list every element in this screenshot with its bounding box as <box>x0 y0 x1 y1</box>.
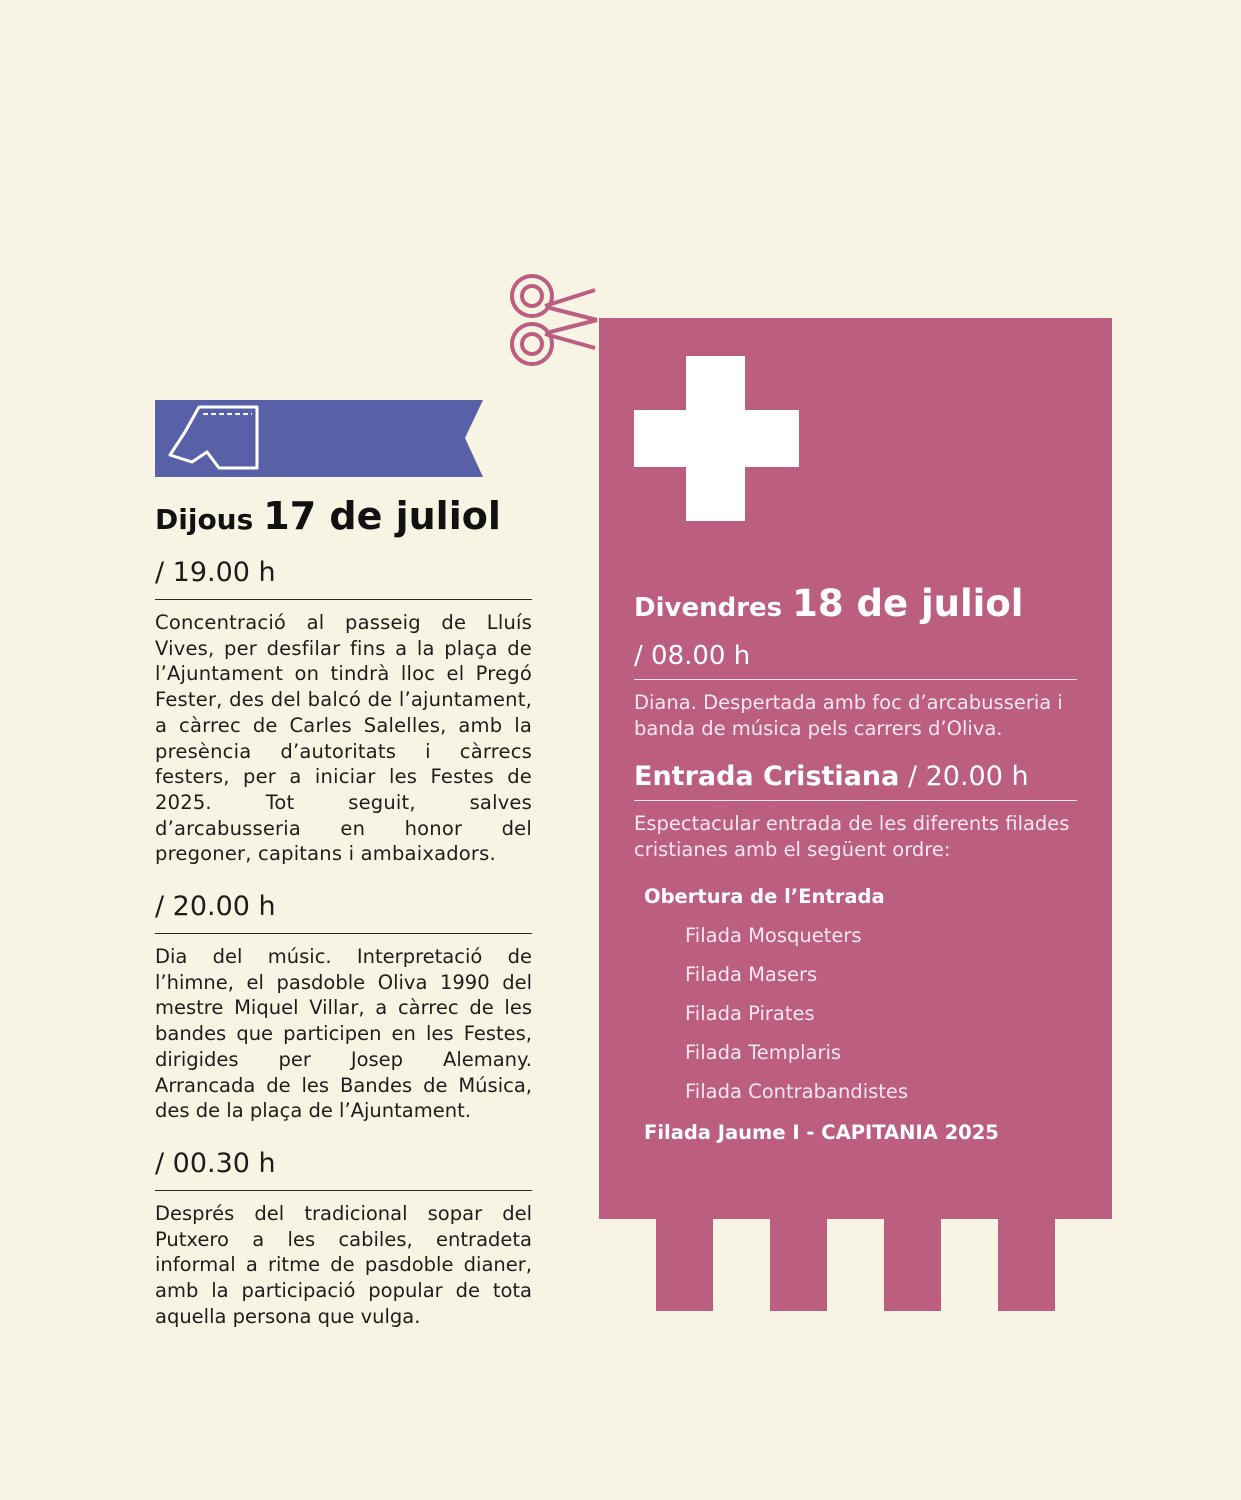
event-description: Dia del músic. Interpretació de l’himne, el pasdoble Oliva 1990 del mestre Miquel Villar, a càrrec de les bandes que participen en les Festes, dirigides per Josep Alemany. Arrancada de les Bandes de Música, des de la plaça de l’Ajuntament. <box>155 945 532 1123</box>
battlement-notch <box>1055 1219 1112 1311</box>
friday-banner <box>599 318 1112 1311</box>
entrada-heading <box>634 760 1077 801</box>
event-time: / 19.00 h <box>155 555 532 600</box>
order-opening: Obertura de l’Entrada <box>644 885 885 908</box>
friday-weekday: Divendres <box>634 593 783 623</box>
friday-title <box>634 582 1077 625</box>
event-time: / 20.00 h <box>155 889 532 934</box>
thursday-title <box>155 494 501 538</box>
list-item: Filada Masers <box>685 963 818 986</box>
thursday-date: 17 de juliol <box>263 494 501 538</box>
order-closing: Filada Jaume I - CAPITANIA 2025 <box>644 1121 999 1144</box>
battlement-notch <box>599 1219 656 1311</box>
event-time: / 00.30 h <box>155 1146 532 1191</box>
event-description: Després del tradicional sopar del Putxero a les cabiles, entradeta informal a ritme de pasdoble dianer, amb la participació popular de tota aquella persona que vulga. <box>155 1201 532 1328</box>
entrada-time: / 20.00 h <box>907 761 1029 792</box>
blue-ribbon <box>155 400 485 477</box>
friday-date: 18 de juliol <box>792 582 1024 625</box>
list-item: Filada Mosqueters <box>685 924 862 947</box>
battlement-notch <box>941 1219 998 1311</box>
list-item: Filada Pirates <box>685 1002 815 1025</box>
entrada-title: Entrada Cristiana <box>634 761 900 792</box>
thursday-weekday: Dijous <box>155 503 254 536</box>
battlement-notch <box>827 1219 884 1311</box>
list-item: Filada Contrabandistes <box>685 1080 909 1103</box>
event-description: Concentració al passeig de Lluís Vives, per desfilar fins a la plaça de l’Ajuntament on tindrà lloc el Pregó Fester, des del balcó de l’ajuntament, a càrrec de Carles Salelles, amb la presència d’autoritats i càrrecs festers, per a iniciar les Festes de 2025. Tot seguit, salves d’arcabusseria en honor del pregoner, capitans i ambaixadors. <box>155 611 532 866</box>
friday-content <box>634 582 1077 1144</box>
battlement-notch <box>713 1219 770 1311</box>
scissors-icon <box>505 268 605 372</box>
event-description: Espectacular entrada de les diferents filades cristianes amb el següent ordre: <box>634 812 1070 861</box>
list-item: Filada Templaris <box>685 1041 842 1064</box>
thursday-events <box>155 555 532 1351</box>
event-description: Diana. Despertada amb foc d’arcabusseria i banda de música pels carrers d’Oliva. <box>634 691 1063 740</box>
event-time: / 08.00 h <box>634 639 1077 680</box>
